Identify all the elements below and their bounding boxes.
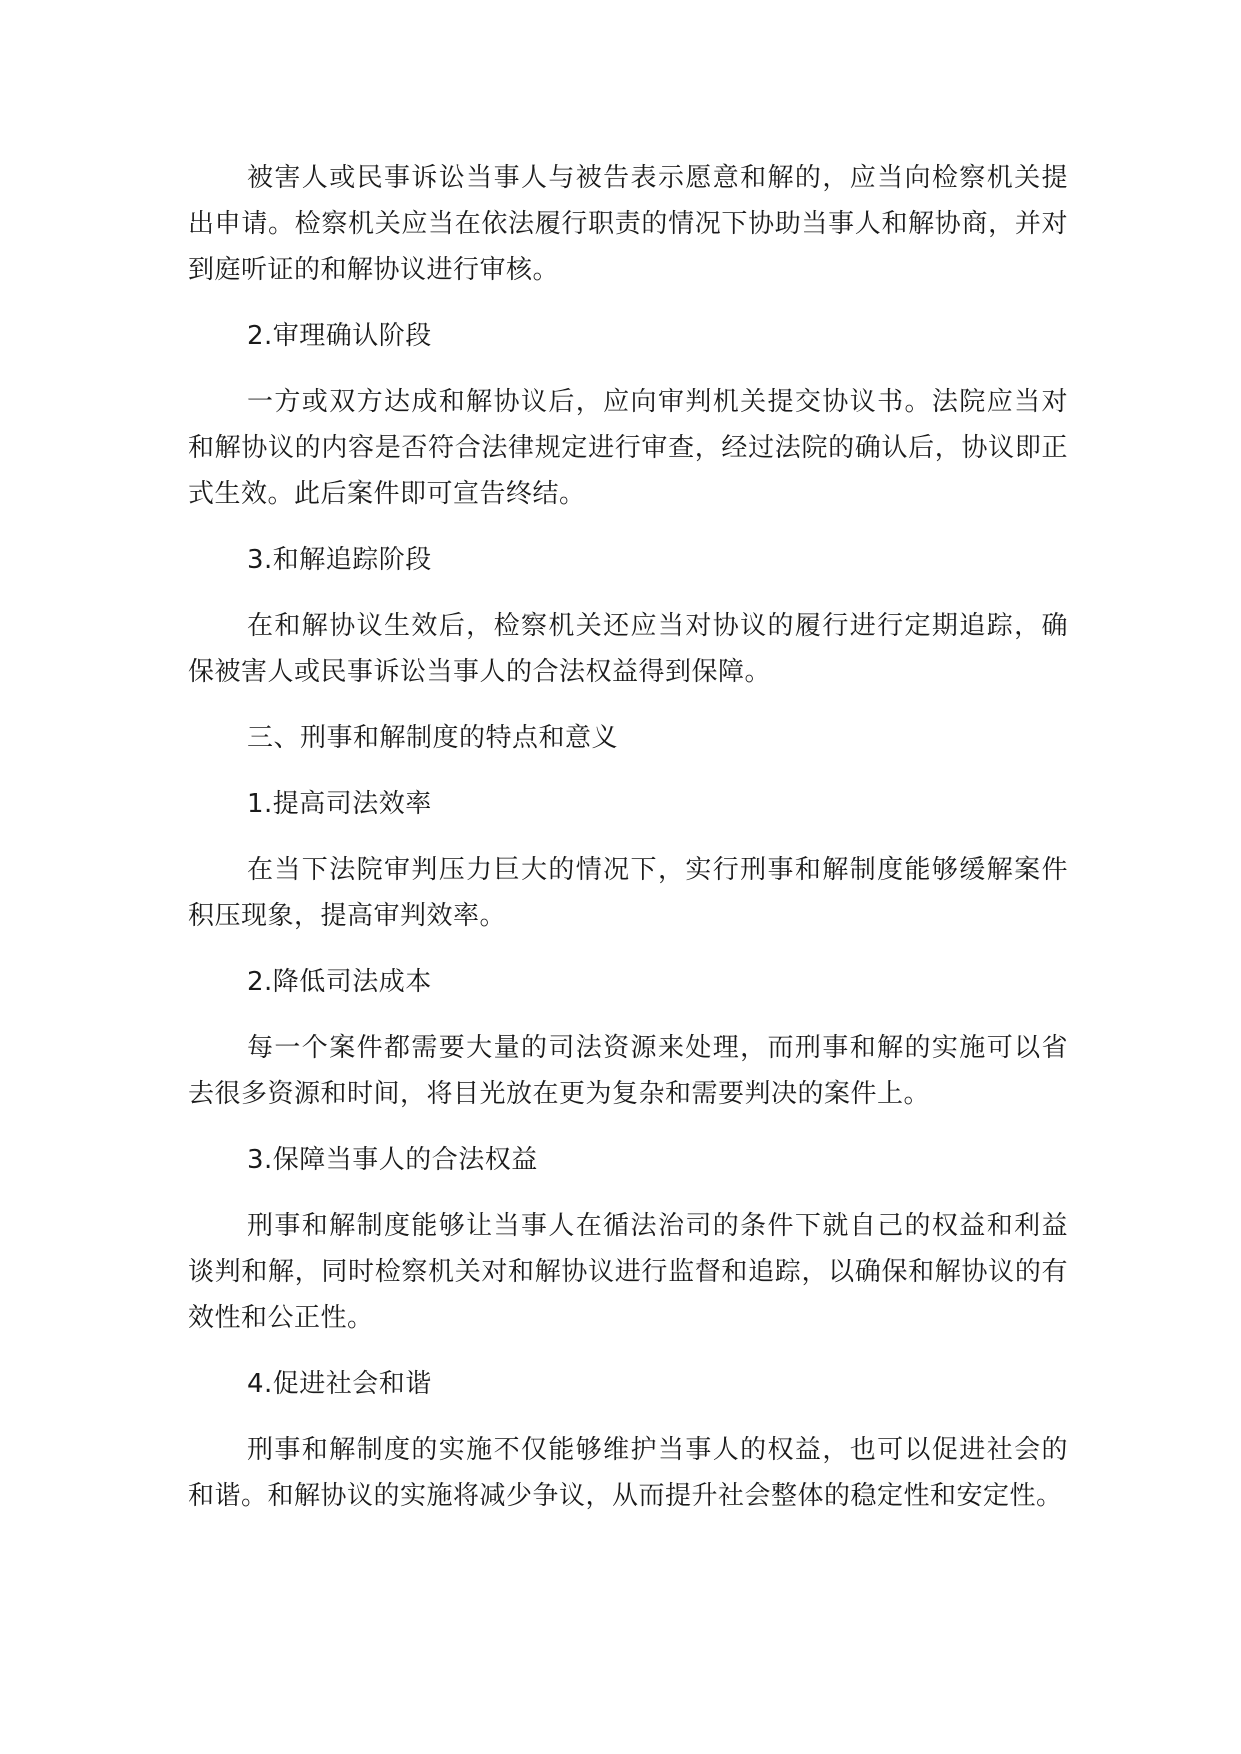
- paragraph-application: 被害人或民事诉讼当事人与被告表示愿意和解的，应当向检察机关提出申请。检察机关应当在依法履行职责的情况下协助当事人和解协商，并对到庭听证的和解协议进行审核。: [188, 163, 1068, 285]
- paragraph-efficiency: 在当下法院审判压力巨大的情况下，实行刑事和解制度能够缓解案件积压现象，提高审判效率。: [188, 855, 1068, 931]
- paragraph-rights: 刑事和解制度能够让当事人在循法治司的条件下就自己的权益和利益谈判和解，同时检察机关对和解协议进行监督和追踪，以确保和解协议的有效性和公正性。: [188, 1211, 1068, 1333]
- paragraph-review-confirmation: 一方或双方达成和解协议后，应向审判机关提交协议书。法院应当对和解协议的内容是否符合法律规定进行审查，经过法院的确认后，协议即正式生效。此后案件即可宣告终结。: [188, 387, 1068, 509]
- heading-tracking: 3.和解追踪阶段: [247, 545, 432, 575]
- heading-harmony: 4.促进社会和谐: [247, 1369, 432, 1399]
- paragraph-cost: 每一个案件都需要大量的司法资源来处理，而刑事和解的实施可以省去很多资源和时间，将目光放在更为复杂和需要判决的案件上。: [188, 1033, 1068, 1109]
- heading-review-confirmation: 2.审理确认阶段: [247, 321, 432, 351]
- section-heading-features: 三、刑事和解制度的特点和意义: [247, 723, 619, 753]
- heading-cost: 2.降低司法成本: [247, 967, 432, 997]
- document-body: [188, 155, 1068, 1539]
- paragraph-harmony: 刑事和解制度的实施不仅能够维护当事人的权益，也可以促进社会的和谐。和解协议的实施将减少争议，从而提升社会整体的稳定性和安定性。: [188, 1435, 1068, 1511]
- paragraph-tracking: 在和解协议生效后，检察机关还应当对协议的履行进行定期追踪，确保被害人或民事诉讼当事人的合法权益得到保障。: [188, 611, 1068, 687]
- heading-rights: 3.保障当事人的合法权益: [247, 1145, 538, 1175]
- heading-efficiency: 1.提高司法效率: [247, 789, 432, 819]
